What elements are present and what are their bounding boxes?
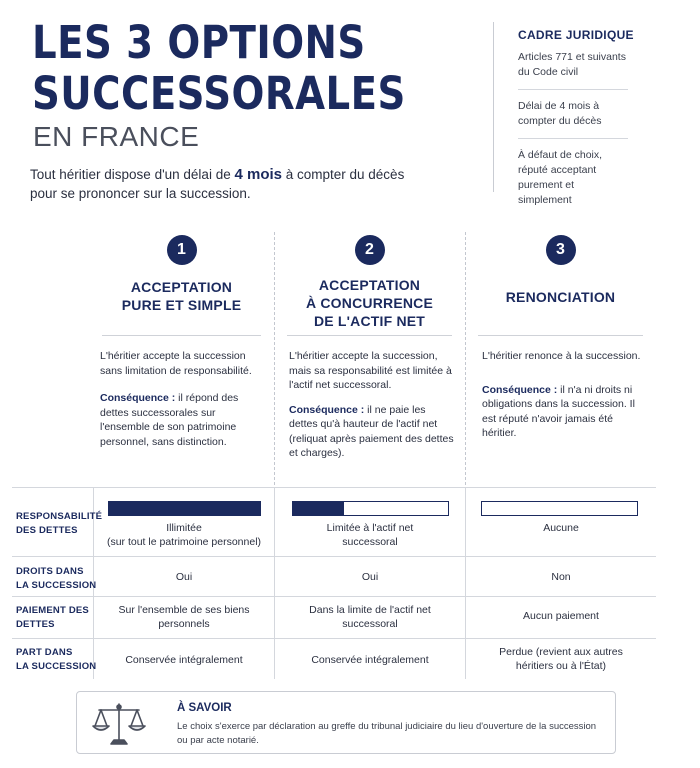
cell-line: successoral — [342, 618, 398, 630]
liability-bar — [481, 501, 638, 516]
option-title-line: RENONCIATION — [505, 289, 616, 305]
cell-line: Conservée intégralement — [125, 654, 243, 666]
option-body — [289, 349, 456, 461]
info-box-text: Le choix s'exerce par déclaration au greffe du tribunal judiciaire du lieu d'ouverture de la succession ou par acte notarié. — [177, 721, 597, 746]
table-cell — [94, 521, 274, 549]
option-number-badge: 1 — [167, 235, 197, 265]
option-consequence — [289, 403, 456, 461]
legal-item-articles: Articles 771 et suivants du Code civil — [518, 50, 628, 90]
option-title — [466, 288, 655, 306]
row-label — [16, 604, 89, 632]
row-label-line: DROITS DANS — [16, 566, 84, 577]
option-title-line: À CONCURRENCE — [305, 295, 434, 311]
cell-line: Dans la limite de l'actif net — [309, 604, 431, 616]
cell-line: (sur tout le patrimoine personnel) — [106, 536, 262, 548]
consequence-text: il ne paie les dettes qu'à hauteur de l'actif net (reliquat après paiement des dettes et charges). — [289, 403, 454, 459]
option-column-3 — [465, 232, 655, 485]
legal-item-default: À défaut de choix, réputé acceptant purement et simplement — [518, 149, 603, 206]
option-body — [100, 349, 265, 449]
row-label-line: LA SUCCESSION — [16, 580, 97, 591]
row-label-line: DETTES — [16, 619, 55, 630]
row-label — [16, 565, 96, 593]
option-title-line: ACCEPTATION — [318, 277, 421, 293]
liability-bar-fill — [293, 502, 344, 515]
table-cell: Non — [551, 571, 571, 583]
row-label-line: DES DETTES — [16, 525, 78, 536]
liability-bar-fill — [109, 502, 260, 515]
cell-line: Sur l'ensemble de ses biens — [118, 604, 250, 616]
table-cell: Oui — [361, 571, 379, 583]
option-title — [90, 278, 273, 314]
cell-line: Perdue (revient aux autres — [499, 646, 623, 658]
option-number-badge: 3 — [546, 235, 576, 265]
cell-line: personnels — [158, 618, 210, 630]
table-cell: Oui — [175, 571, 193, 583]
row-label — [16, 646, 96, 674]
row-label-line: LA SUCCESSION — [16, 661, 97, 672]
option-divider — [287, 335, 452, 336]
consequence-label: Conséquence : — [482, 383, 558, 396]
scales-of-justice-icon — [91, 700, 147, 748]
table-cell — [466, 645, 656, 673]
liability-bar — [292, 501, 449, 516]
table-cell — [275, 603, 465, 631]
cell-line: Limitée à l'actif net — [326, 522, 414, 534]
consequence-text: il répond des dettes successorales sur l'ensemble de son patrimoine personnel, sans distinction. — [100, 392, 239, 448]
table-cell — [94, 603, 274, 631]
intro-text-end: à compter du décès pour se prononcer sur la succession. — [30, 167, 405, 201]
option-title-line: ACCEPTATION — [130, 279, 233, 295]
info-box-title: À SAVOIR — [177, 702, 232, 714]
option-description: L'héritier accepte la succession sans limitation de responsabilité. — [100, 350, 252, 377]
option-divider — [102, 335, 261, 336]
option-title — [275, 276, 464, 330]
option-number-badge: 2 — [355, 235, 385, 265]
table-cell — [275, 521, 465, 549]
consequence-text: il n'a ni droits ni obligations dans la succession. Il est réputé n'avoir jamais été héritier. — [482, 383, 635, 439]
row-label-line: PART DANS — [16, 647, 73, 658]
page-title-line-2: SUCCESSORALES — [32, 67, 406, 120]
cell-line: Aucun paiement — [523, 610, 599, 622]
option-consequence — [482, 383, 647, 441]
table-cell — [275, 653, 465, 667]
table-cell — [466, 521, 656, 535]
intro-deadline: 4 mois — [234, 166, 282, 183]
row-label-line: RESPONSABILITÉ — [16, 511, 103, 522]
cell-line: Aucune — [543, 522, 579, 534]
option-column-2 — [274, 232, 464, 485]
row-label — [16, 510, 102, 538]
legal-item-delay: Délai de 4 mois à compter du décès — [518, 99, 628, 139]
option-description: L'héritier renonce à la succession. — [482, 350, 641, 362]
table-cell — [94, 653, 274, 667]
liability-bar — [108, 501, 261, 516]
table-cell — [466, 609, 656, 623]
consequence-label: Conséquence : — [289, 403, 365, 416]
consequence-label: Conséquence : — [100, 392, 176, 404]
option-description: L'héritier accepte la succession, mais sa responsabilité est limitée à l'actif net successoral. — [289, 350, 452, 391]
row-label-line: PAIEMENT DES — [16, 605, 89, 616]
legal-frame-panel — [493, 22, 643, 206]
intro-paragraph — [30, 165, 430, 203]
cell-line: Illimitée — [166, 522, 202, 534]
option-column-1 — [90, 232, 273, 485]
legal-frame-title: CADRE JURIDIQUE — [518, 28, 634, 42]
option-divider — [478, 335, 643, 336]
cell-line: successoral — [342, 536, 398, 548]
page-title-line-1: LES 3 OPTIONS — [32, 16, 366, 69]
option-title-line: DE L'ACTIF NET — [313, 313, 426, 329]
intro-text-start: Tout héritier dispose d'un délai de — [30, 167, 235, 182]
cell-line: Conservée intégralement — [311, 654, 429, 666]
option-title-line: PURE ET SIMPLE — [121, 297, 242, 313]
info-box — [76, 691, 616, 754]
option-consequence — [100, 391, 265, 449]
page-subtitle: EN FRANCE — [33, 121, 200, 152]
cell-line: héritiers ou à l'État) — [515, 660, 607, 672]
option-body — [482, 349, 647, 441]
